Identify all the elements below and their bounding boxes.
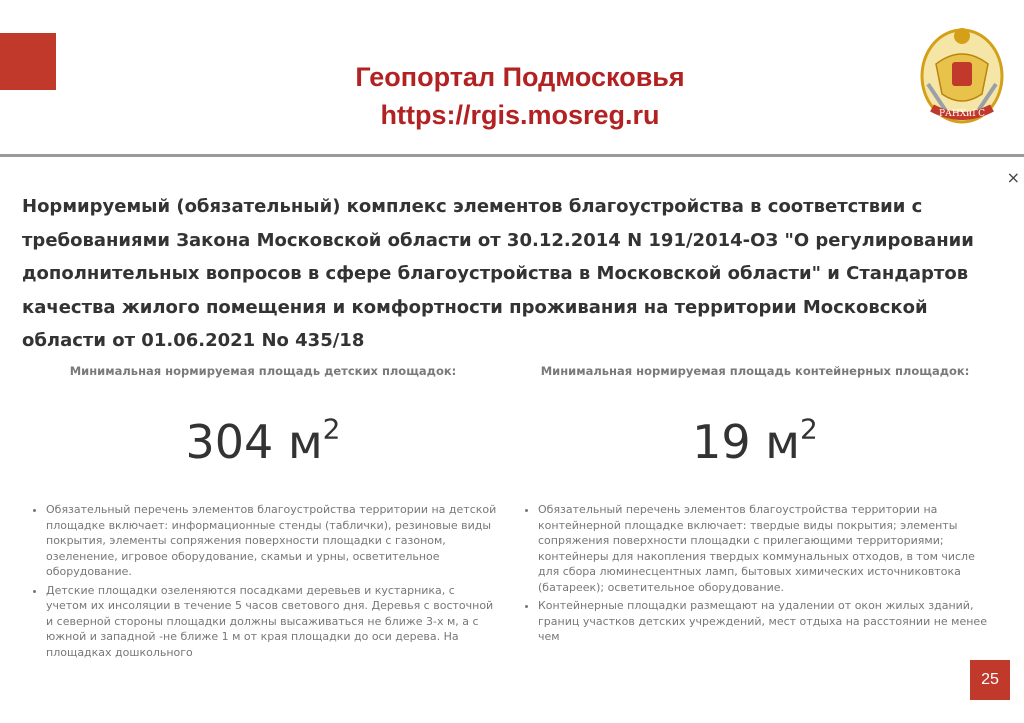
header-divider <box>0 154 1024 157</box>
list-item: • Контейнерные площадки размещают на удалении от окон жилых зданий, границ участков детских учреждений, мест отдыха на расстоянии не менее чем <box>538 598 990 645</box>
slide-title <box>250 58 790 134</box>
page-number: 25 <box>970 660 1010 700</box>
info-panel <box>0 160 1024 659</box>
playground-column <box>28 364 498 663</box>
slide-header <box>0 0 1024 158</box>
close-icon[interactable]: × <box>1006 168 1020 187</box>
container-bullets <box>520 502 990 645</box>
list-item: • Обязательный перечень элементов благоустройства территории на контейнерной площадке включает: твердые виды покрытия; элементы сопряжения поверхности площадки с прилегающими территориями; контейнеры для накопления твердых коммунальных отходов, в том числе для сбора люминесцентных ламп, бытовых химических источниковтока (батареек); осветительное оборудование. <box>538 502 990 595</box>
playground-area-value: 304 $м^2$ <box>185 412 341 469</box>
title-line-2: https://rgis.mosreg.ru <box>380 100 660 130</box>
playground-heading: Минимальная нормируемая площадь детских площадок: <box>69 364 457 378</box>
list-item: • Детские площадки озеленяются посадками деревьев и кустарника, с учетом их инсоляции в течение 5 часов светового дня. Деревья с восточной и северной стороны площадки должны высаживаться не ближе 3-х м, а с южной и западной -не ближе 1 м от края площадки до оси дерева. На площадках дошкольного <box>46 583 498 661</box>
accent-square <box>0 33 56 90</box>
ranepa-emblem-icon <box>918 24 1006 128</box>
container-heading: Минимальная нормируемая площадь контейнерных площадок: <box>540 364 970 378</box>
container-column <box>520 364 990 648</box>
playground-bullets <box>28 502 498 660</box>
svg-text:РАНХиГС: РАНХиГС <box>939 109 985 119</box>
title-line-1: Геопортал Подмосковья <box>355 62 685 92</box>
container-area-value: 19 $м^2$ <box>692 412 818 469</box>
list-item: • Обязательный перечень элементов благоустройства территории на детской площадке включает: информационные стенды (таблички), резиновые виды покрытия, элементы сопряжения поверхности площадки с газоном, озеленение, игровое оборудование, скамьи и урны, осветительное оборудование. <box>46 502 498 580</box>
panel-main-text: Нормируемый (обязательный) комплекс элементов благоустройства в соответствии с требованиями Закона Московской области от 30.12.2014 N 191/2014-ОЗ "О регулировании дополнительных вопросов в сфере благоустройства в Московской области" и Стандартов качества жилого помещения и комфортности проживания на территории Московской области от 01.06.2021 No 435/18 <box>22 196 974 351</box>
